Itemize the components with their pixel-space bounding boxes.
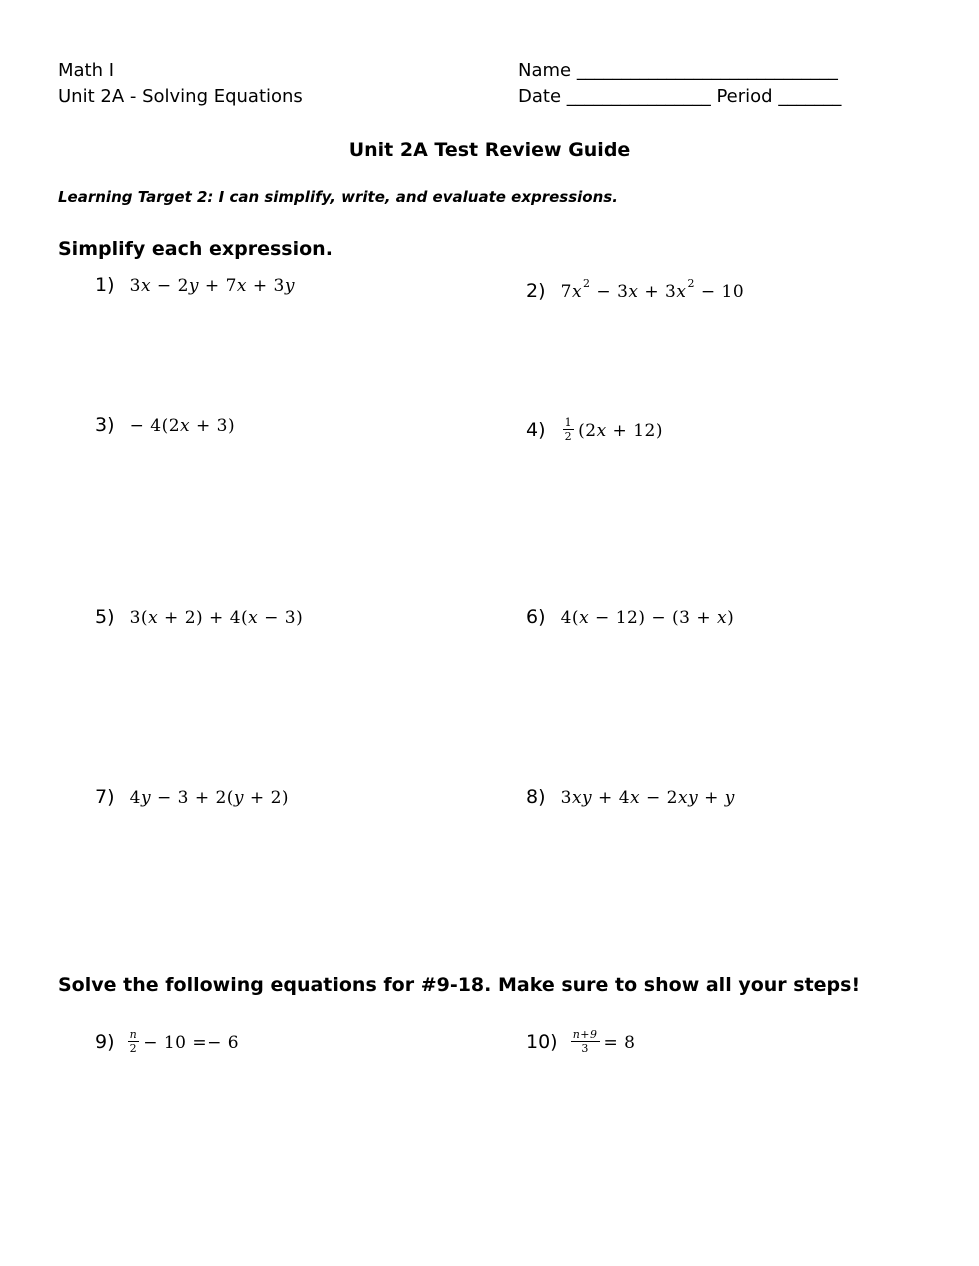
section-heading-solve: Solve the following equations for #9-18. Make sure to show all your steps! bbox=[58, 974, 861, 996]
problem-number: 3) bbox=[95, 414, 115, 436]
unit-label: Unit 2A - Solving Equations bbox=[58, 86, 303, 107]
learning-target: Learning Target 2: I can simplify, write, and evaluate expressions. bbox=[58, 188, 618, 206]
problem-expression: − 4(2x + 3) bbox=[129, 416, 236, 436]
name-field: Name _____________________________ bbox=[518, 60, 838, 81]
problem-number: 1) bbox=[95, 274, 115, 296]
problem-number: 10) bbox=[526, 1031, 558, 1053]
problem-3 bbox=[95, 414, 235, 436]
problem-4 bbox=[526, 418, 663, 445]
problem-1 bbox=[95, 274, 295, 296]
problem-expression: 3xy + 4x − 2xy + y bbox=[560, 788, 735, 808]
problem-equation: $\frac{n+9}{3}$ = 8 bbox=[572, 1028, 636, 1055]
problem-2 bbox=[526, 277, 745, 302]
problem-5 bbox=[95, 606, 303, 628]
problem-expression: 3x − 2y + 7x + 3y bbox=[129, 276, 295, 296]
problem-10 bbox=[526, 1030, 635, 1057]
problem-9 bbox=[95, 1030, 239, 1057]
problem-equation: $\frac{n}{2}$ − 10 =− 6 bbox=[129, 1028, 240, 1055]
fraction: $\frac{n+9}{3}$ bbox=[572, 1028, 598, 1055]
section-heading-simplify: Simplify each expression. bbox=[58, 238, 333, 260]
problem-number: 7) bbox=[95, 786, 115, 808]
problem-expression: 4y − 3 + 2(y + 2) bbox=[129, 788, 290, 808]
problem-7 bbox=[95, 786, 289, 808]
fraction: $\frac{n}{2}$ bbox=[129, 1028, 138, 1055]
problem-number: 6) bbox=[526, 606, 546, 628]
problem-number: 2) bbox=[526, 280, 546, 302]
problem-expression: 4(x − 12) − (3 + x) bbox=[560, 608, 735, 628]
problem-expression: $7x^2 - 3x + 3x^2 - 10$ bbox=[560, 277, 745, 302]
problem-number: 5) bbox=[95, 606, 115, 628]
fraction: $\frac{1}{2}$ bbox=[564, 416, 573, 443]
date-period-field: Date ________________ Period _______ bbox=[518, 86, 842, 107]
problem-expression: $\frac{1}{2}$ (2x + 12) bbox=[564, 416, 663, 443]
problem-number: 9) bbox=[95, 1031, 115, 1053]
problem-6 bbox=[526, 606, 734, 628]
problem-expression: 3(x + 2) + 4(x − 3) bbox=[129, 608, 304, 628]
problem-8 bbox=[526, 786, 735, 808]
problem-number: 8) bbox=[526, 786, 546, 808]
course-label: Math I bbox=[58, 60, 115, 81]
problem-number: 4) bbox=[526, 419, 546, 441]
page-title: Unit 2A Test Review Guide bbox=[348, 139, 631, 161]
